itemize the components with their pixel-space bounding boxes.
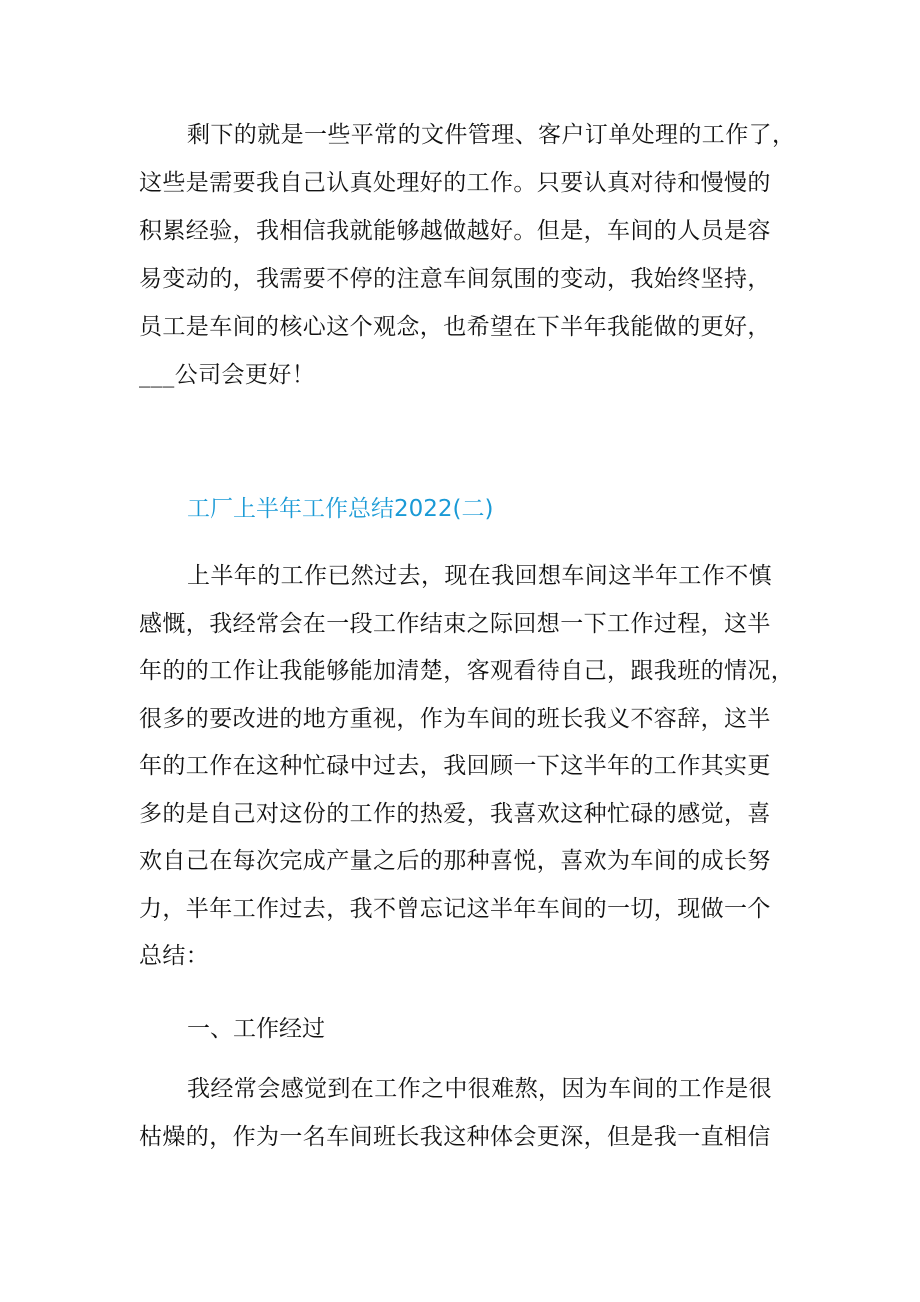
text-line: 力，半年工作过去，我不曾忘记这半年车间的一切，现做一个: [139, 895, 771, 922]
paragraph-2: [139, 553, 795, 981]
section-heading: 工厂上半年工作总结2022(二): [187, 496, 494, 522]
text-line: 年的工作在这种忙碌中过去，我回顾一下这半年的工作其实更: [139, 753, 771, 779]
text-line: 多的是自己对这份的工作的热爱，我喜欢这种忙碌的感觉，喜: [139, 800, 771, 827]
text-line: 年的的工作让我能够能加清楚，客观看待自己，跟我班的情况，: [139, 658, 795, 684]
text-line: 剩下的就是一些平常的文件管理、客户订单处理的工作了，: [187, 122, 796, 148]
text-line: 枯燥的，作为一名车间班长我这种体会更深，但是我一直相信: [139, 1124, 771, 1150]
text-line: 上半年的工作已然过去，现在我回想车间这半年工作不慎: [187, 563, 772, 589]
paragraph-3: [139, 1065, 789, 1161]
text-line: 感慨，我经常会在一段工作结束之际回想一下工作过程，这半: [139, 610, 771, 637]
text-line: 总结：: [139, 943, 210, 969]
text-line: 我经常会感觉到在工作之中很难熬，因为车间的工作是很: [187, 1076, 772, 1102]
text-line: 这些是需要我自己认真处理好的工作。只要认真对待和慢慢的: [139, 170, 771, 196]
text-line: 员工是车间的核心这个观念，也希望在下半年我能做的更好，: [139, 314, 771, 340]
text-line: ___公司会更好！: [139, 362, 316, 388]
text-line: 积累经验，我相信我就能够越做越好。但是，车间的人员是容: [139, 218, 771, 244]
subsection-title: 一、工作经过: [187, 1016, 325, 1042]
text-line: 欢自己在每次完成产量之后的那种喜悦，喜欢为车间的成长努: [139, 848, 771, 874]
paragraph-1: [139, 111, 796, 399]
text-line: 易变动的，我需要不停的注意车间氛围的变动，我始终坚持，: [139, 266, 771, 292]
text-line: 很多的要改进的地方重视，作为车间的班长我义不容辞，这半: [139, 705, 771, 732]
